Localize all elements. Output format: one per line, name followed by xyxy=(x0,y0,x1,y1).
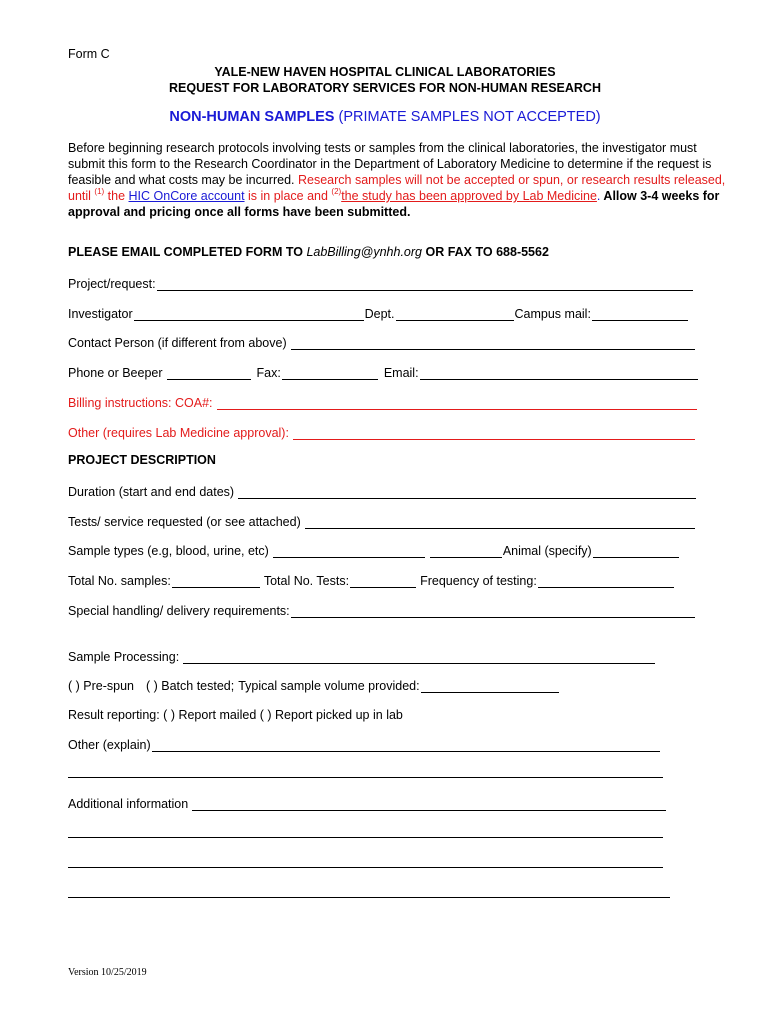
total-tests-input[interactable] xyxy=(350,575,416,588)
batch-tested-checkbox[interactable]: ( ) Batch tested; xyxy=(146,679,235,693)
result-reporting-row[interactable]: Result reporting: ( ) Report mailed ( ) Report picked up in lab xyxy=(68,708,403,722)
page-subtitle xyxy=(0,109,770,125)
additional-info-input[interactable] xyxy=(192,798,666,811)
form-label: Form C xyxy=(68,47,110,61)
animal-input[interactable] xyxy=(593,545,679,558)
version-label: Version 10/25/2019 xyxy=(68,967,147,978)
investigator-input[interactable] xyxy=(134,308,364,321)
additional-info-row: Additional information xyxy=(68,795,667,811)
project-description-heading: PROJECT DESCRIPTION xyxy=(68,453,216,467)
sample-types-row: Sample types (e.g, blood, urine, etc) Animal (specify) xyxy=(68,542,680,558)
other-explain-row: Other (explain) xyxy=(68,736,661,752)
lab-medicine-approval-link[interactable]: the study has been approved by Lab Medicine xyxy=(341,189,597,203)
investigator-row: Investigator Dept. Campus mail: xyxy=(68,305,689,321)
totals-row: Total No. samples: Total No. Tests: Frequency of testing: xyxy=(68,572,675,588)
tests-row: Tests/ service requested (or see attached) xyxy=(68,513,696,529)
header-title-line2: REQUEST FOR LABORATORY SERVICES FOR NON-HUMAN RESEARCH xyxy=(169,81,601,95)
intro-paragraph: Before beginning research protocols involving tests or samples from the clinical laboratories, the investigator must submit this form to the Research Coordinator in the Department of Laboratory Medicine to determine if the request is feasible and what costs may be incurred. Research samples will not be accepted or spun, or research results released, until $^{(1)}$ the HIC OnCore account is in place and $^{(2)}$the study has been approved by Lab Medicine. Allow 3-4 weeks for approval and pricing once all forms have been submitted. xyxy=(68,141,726,219)
fax-input[interactable] xyxy=(282,367,378,380)
sample-volume-input[interactable] xyxy=(421,680,559,693)
billing-coa-input[interactable] xyxy=(217,397,697,410)
frequency-input[interactable] xyxy=(538,575,674,588)
header-title-line1: YALE-NEW HAVEN HOSPITAL CLINICAL LABORATORIES xyxy=(214,65,556,79)
sample-processing-row: Sample Processing: xyxy=(68,648,656,664)
tests-input[interactable] xyxy=(305,516,695,529)
additional-info-line-2[interactable] xyxy=(68,837,663,838)
other-approval-row: Other (requires Lab Medicine approval): xyxy=(68,424,696,440)
sample-types-input[interactable] xyxy=(273,545,425,558)
campus-mail-input[interactable] xyxy=(592,308,688,321)
project-request-field: Project/request: xyxy=(68,275,694,291)
contact-person-input[interactable] xyxy=(291,337,695,350)
billing-email[interactable]: LabBilling@ynhh.org xyxy=(306,245,422,259)
phone-row: Phone or Beeper Fax: Email: xyxy=(68,364,699,380)
additional-info-line-3[interactable] xyxy=(68,867,663,868)
subtitle-rest: (PRIMATE SAMPLES NOT ACCEPTED) xyxy=(334,109,601,125)
billing-row: Billing instructions: COA#: xyxy=(68,394,698,410)
sample-processing-input[interactable] xyxy=(183,651,655,664)
subtitle-bold: NON-HUMAN SAMPLES xyxy=(169,109,335,125)
prespun-checkbox[interactable]: ( ) Pre-spun xyxy=(68,679,134,693)
prespun-row: ( ) Pre-spun ( ) Batch tested; Typical sample volume provided: xyxy=(68,677,560,693)
total-samples-input[interactable] xyxy=(172,575,260,588)
other-explain-input[interactable] xyxy=(152,739,660,752)
other-approval-input[interactable] xyxy=(293,427,695,440)
additional-info-line-4[interactable] xyxy=(68,897,670,898)
hic-oncore-link[interactable]: HIC OnCore account xyxy=(128,189,245,203)
special-handling-row: Special handling/ delivery requirements: xyxy=(68,602,696,618)
special-handling-input[interactable] xyxy=(291,605,695,618)
other-explain-line-2[interactable] xyxy=(68,777,663,778)
phone-input[interactable] xyxy=(167,367,251,380)
dept-input[interactable] xyxy=(396,308,514,321)
project-request-input[interactable] xyxy=(157,278,693,291)
contact-person-row: Contact Person (if different from above) xyxy=(68,334,696,350)
sample-types-input-2[interactable] xyxy=(430,545,502,558)
duration-row: Duration (start and end dates) xyxy=(68,483,697,499)
email-input[interactable] xyxy=(420,367,698,380)
email-instruction: PLEASE EMAIL COMPLETED FORM TO LabBilling@ynhh.org OR FAX TO 688-5562 xyxy=(68,245,549,259)
duration-input[interactable] xyxy=(238,486,696,499)
